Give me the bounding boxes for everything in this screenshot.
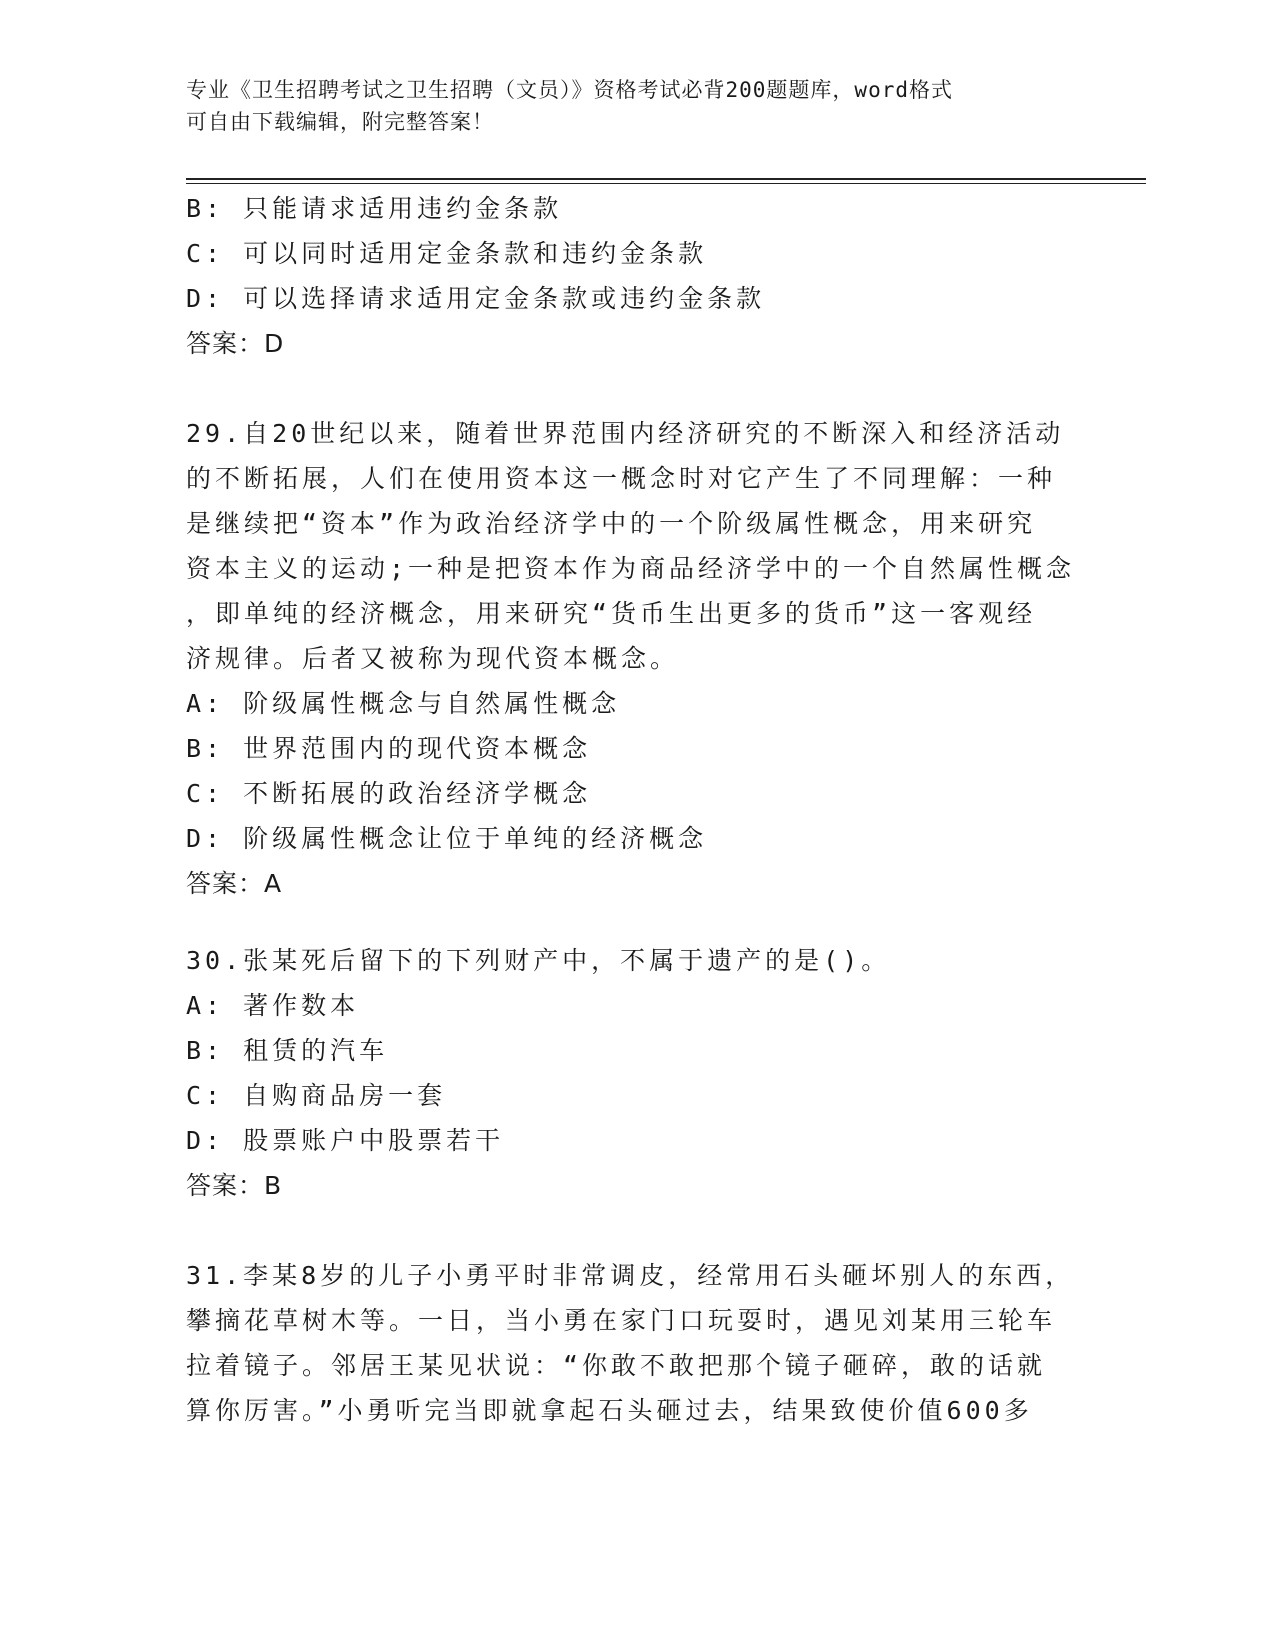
header-rule-thick [186, 178, 1146, 180]
header-line-1: 专业《卫生招聘考试之卫生招聘（文员）》资格考试必背200题题库，word格式 [186, 78, 953, 102]
question-list [186, 186, 1086, 1433]
question-30 [186, 938, 1086, 1208]
question-stem-line: 29.自20世纪以来，随着世界范围内经济研究的不断深入和经济活动 [186, 419, 1065, 448]
answer-line: 答案：B [186, 1171, 283, 1200]
header-line-2: 可自由下载编辑，附完整答案！ [186, 110, 494, 134]
question-28 [186, 186, 1086, 366]
option-d: D: 阶级属性概念让位于单纯的经济概念 [186, 824, 708, 853]
option-c: C: 可以同时适用定金条款和违约金条款 [186, 239, 708, 268]
option-d: D: 可以选择请求适用定金条款或违约金条款 [186, 284, 766, 313]
question-stem-line: 30.张某死后留下的下列财产中，不属于遗产的是()。 [186, 946, 891, 975]
question-31 [186, 1253, 1086, 1433]
document-header [186, 74, 1066, 138]
option-a: A: 阶级属性概念与自然属性概念 [186, 689, 621, 718]
question-stem-line: ，即单纯的经济概念，用来研究“货币生出更多的货币”这一客观经 [186, 599, 1037, 628]
question-stem-line: 算你厉害。”小勇听完当即就拿起石头砸过去，结果致使价值600多 [186, 1396, 1033, 1425]
question-stem-line: 31.李某8岁的儿子小勇平时非常调皮，经常用石头砸坏别人的东西， [186, 1261, 1075, 1290]
question-stem-line: 是继续把“资本”作为政治经济学中的一个阶级属性概念，用来研究 [186, 509, 1037, 538]
header-rule-thin [186, 183, 1146, 184]
question-stem-line: 的不断拓展，人们在使用资本这一概念时对它产生了不同理解：一种 [186, 464, 1057, 493]
question-29 [186, 411, 1086, 906]
option-b: B: 世界范围内的现代资本概念 [186, 734, 592, 763]
question-stem-line: 济规律。后者又被称为现代资本概念。 [186, 644, 680, 673]
question-stem-line: 资本主义的运动;一种是把资本作为商品经济学中的一个自然属性概念 [186, 554, 1076, 583]
answer-line: 答案：A [186, 869, 283, 898]
question-stem-line: 拉着镜子。邻居王某见状说：“你敢不敢把那个镜子砸碎，敢的话就 [186, 1351, 1047, 1380]
option-c: C: 自购商品房一套 [186, 1081, 447, 1110]
option-b: B: 租赁的汽车 [186, 1036, 389, 1065]
option-b: B: 只能请求适用违约金条款 [186, 194, 563, 223]
question-stem-line: 攀摘花草树木等。一日，当小勇在家门口玩耍时，遇见刘某用三轮车 [186, 1306, 1057, 1335]
option-d: D: 股票账户中股票若干 [186, 1126, 505, 1155]
option-c: C: 不断拓展的政治经济学概念 [186, 779, 592, 808]
answer-line: 答案：D [186, 329, 285, 358]
option-a: A: 著作数本 [186, 991, 360, 1020]
